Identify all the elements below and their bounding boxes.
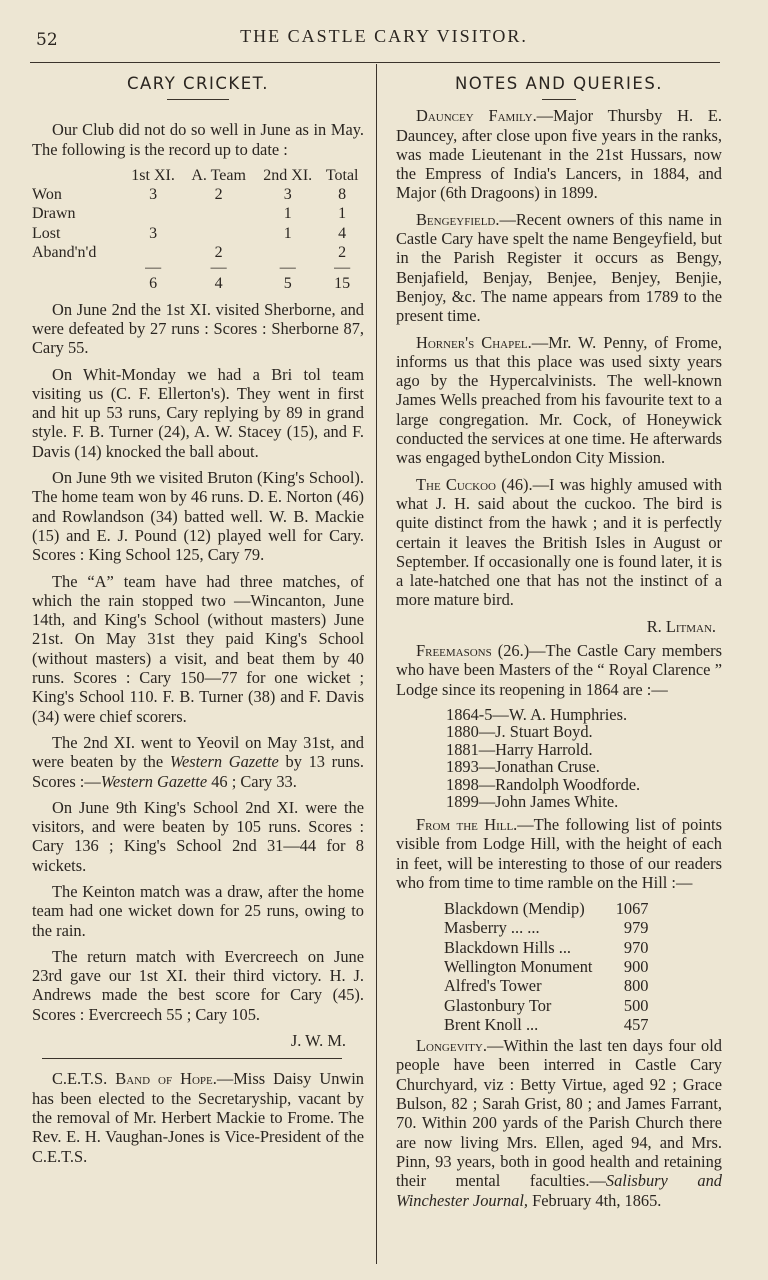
record-cell: 1: [283, 205, 292, 223]
record-cell: [124, 204, 182, 223]
record-row: [32, 243, 364, 262]
cricket-intro: Our Club did not do so well in June as in May. The following is the record up to date :: [32, 120, 364, 159]
text-run: —Within the last ten days four old people have been interred in Castle Cary Churchyard, viz : Betty Virtue, aged 92 ; Grace Bulson, 82 ; Sarah Grist, 80 ; and James Farrant, 70. Within 200 yards of the Parish Church there are now living Mrs. Ellen, aged 94, and Mrs. Pinn, 93 years, both in good health and retaining their mental faculties.—: [396, 1036, 722, 1191]
heights-table: [444, 899, 648, 1034]
section-lead: C.E.T.S. Band of Hope.: [52, 1069, 217, 1089]
table-row: [444, 938, 648, 957]
record-label: Won: [32, 186, 62, 204]
newspaper-name: Western Gazette: [100, 771, 208, 791]
note-signature: R. Litman.: [646, 616, 716, 636]
point-name: Masberry ... ...: [444, 918, 540, 938]
left-column: [32, 70, 364, 1173]
note-paragraph: [396, 1036, 722, 1210]
record-cell: 3: [283, 186, 292, 204]
table-row: [444, 918, 648, 937]
cricket-paragraph: The “A” team have had three matches, of which the rain stopped two —Wincanton, June 14th, and King's School (without masters) June 21st. On May 31st they paid King's School (without masters) a visit, and beat them by 40 runs. Scores : Cary 150—77 for one wicket ; King's School 110. F. B. Turner (38) and F. Davis (34) were chief scorers.: [32, 571, 364, 726]
cricket-paragraph: [32, 733, 364, 791]
record-row: [32, 224, 364, 243]
point-height: 979: [623, 918, 649, 938]
point-name: Blackdown (Mendip): [444, 899, 585, 919]
record-cell: 3: [149, 186, 158, 204]
header-rule: [30, 62, 720, 63]
note-lead: Longevity.: [416, 1036, 487, 1056]
list-item: 1881—Harry Harrold.: [446, 739, 593, 759]
text-run: (46).—I was highly amused with what J. H. said about the cuckoo. The bird is quite distinct from the hawk ; and it is perfectly certain it leaves the British Isles in August or September. If occasionally one is found later, it is a late-hatched one that has not the instinct of a more mature bird.: [396, 474, 722, 610]
record-cell: 4: [338, 224, 347, 242]
record-cell: 8: [338, 186, 347, 204]
journal-source: Salisbury and Winchester Journal,: [396, 1171, 722, 1210]
newspaper-name: Western Gazette: [169, 752, 279, 772]
note-paragraph: [396, 475, 722, 610]
note-lead: Horner's Chapel.: [416, 332, 532, 352]
record-label: [32, 274, 124, 293]
record-table: [32, 166, 364, 294]
text-run: by 13 runs. Scores :—: [32, 752, 365, 791]
cricket-paragraph: On June 9th King's School 2nd XI. were the visitors, and were beaten by 105 runs. Scores : Cary 136 ; King's School 2nd 31—44 for 8 wickets.: [32, 797, 364, 875]
cricket-paragraph: On June 9th we visited Bruton (King's School). The home team won by 46 runs. D. E. Norton (46) and Rowlandson (34) batted well. W. B. Mackie (15) and E. J. Pound (12) played well for Cary. Scores : King School 125, Cary 79.: [32, 468, 364, 565]
note-lead: From the Hill.: [416, 814, 518, 834]
text-run: —The following list of points visible from Lodge Hill, with the height of each in feet, will be interesting to those of our readers who from time to time ramble on the Hill :—: [396, 814, 722, 892]
band-of-hope-paragraph: [32, 1069, 364, 1165]
cricket-paragraph: The return match with Evercreech on June 23rd gave our 1st XI. their third victory. H. J. Andrews made the best score for Cary (45). Scores : Evercreech 55 ; Cary 105.: [32, 946, 364, 1024]
cricket-paragraph: On Whit-Monday we had a Bri tol team visiting us (C. F. Ellerton's). They went in first and hit up 53 runs, Cary replying by 89 in grand style. F. B. Turner (24), A. W. Stacey (15), and F. Davis (14) knocked the ball about.: [32, 364, 364, 461]
record-dash: —: [145, 259, 162, 277]
note-lead: The Cuckoo: [416, 474, 496, 494]
list-item: 1899—John James White.: [446, 792, 619, 812]
record-total: 4: [214, 275, 223, 293]
text-run: —Recent owners of this name in Castle Cary have spelt the name Bengeyfield, but in the Parish Register it occurs as Bengy, Benjafield, Benjay, Benjee, Benjey, Benjie, Benjoy, &c. The name appears from 1789 to the present time.: [396, 209, 722, 326]
record-row: [32, 204, 364, 223]
title-rule: [542, 99, 576, 100]
cricket-title: CARY CRICKET.: [126, 74, 270, 93]
record-dash-row: [32, 262, 364, 274]
cricket-paragraph: The Keinton match was a draw, after the home team had one wicket down for 25 runs, owing to the rain.: [32, 881, 364, 940]
record-total: 6: [149, 275, 158, 293]
right-column: [396, 70, 722, 1217]
point-height: 500: [623, 995, 649, 1015]
cricket-signature: J. W. M.: [290, 1031, 346, 1051]
list-item: 1880—J. Stuart Boyd.: [446, 722, 593, 742]
record-cell: 2: [214, 186, 223, 204]
record-dash: —: [334, 259, 351, 277]
record-total-row: [32, 274, 364, 293]
point-name: Alfred's Tower: [444, 976, 542, 996]
note-paragraph: [396, 333, 722, 468]
record-dash: —: [210, 259, 227, 277]
table-row: [444, 996, 648, 1015]
list-item: 1864-5—W. A. Humphries.: [446, 704, 628, 724]
record-label: Drawn: [32, 205, 76, 223]
note-lead: Dauncey Family.: [416, 106, 537, 126]
point-height: 1067: [615, 899, 649, 919]
record-cell: 1: [338, 205, 347, 223]
record-cell: 2: [214, 244, 223, 262]
list-item: 1898—Randolph Woodforde.: [446, 774, 641, 794]
point-height: 457: [623, 1014, 649, 1034]
table-row: [444, 899, 648, 918]
note-paragraph: [396, 815, 722, 892]
record-row: [32, 185, 364, 204]
column-divider: [376, 64, 377, 1264]
point-name: Blackdown Hills ...: [444, 937, 572, 957]
note-lead: Bengeyfield.: [416, 209, 500, 229]
record-header-cell: A. Team: [191, 166, 246, 184]
record-dash: —: [279, 259, 296, 277]
record-cell: 2: [338, 244, 347, 262]
point-name: Brent Knoll ...: [444, 1014, 539, 1034]
note-paragraph: [396, 641, 722, 699]
table-row: [444, 957, 648, 976]
journal-title: THE CASTLE CARY VISITOR.: [240, 26, 528, 46]
note-paragraph: [396, 106, 722, 202]
note-paragraph: [396, 210, 722, 326]
text-run: —Major Thursby H. E. Dauncey, after close upon five years in the ranks, was made Lieutenant in the 21st Hussars, now the Empress of India's Lancers, in 1884, and Major (6th Dragoons) in 1899.: [396, 106, 722, 203]
text-run: February 4th, 1865.: [528, 1190, 662, 1210]
record-cell: [182, 204, 255, 223]
list-item: 1893—Jonathan Cruse.: [446, 757, 600, 777]
record-header-cell: Total: [325, 166, 359, 184]
note-lead: Freemasons: [416, 641, 492, 661]
record-header-cell: [32, 166, 124, 185]
notes-title: NOTES AND QUERIES.: [454, 74, 664, 93]
text-run: —Miss Daisy Unwin has been elected to the Secretaryship, vacant by the removal of Mr. Herbert Mackie to Frome. The Rev. E. H. Vaughan-Jones is Vice-President of the C.E.T.S.: [32, 1069, 364, 1166]
point-height: 900: [623, 956, 649, 976]
point-height: 800: [623, 976, 649, 996]
section-rule: [42, 1058, 342, 1059]
record-cell: 3: [149, 224, 158, 242]
point-height: 970: [623, 937, 649, 957]
table-row: [444, 1015, 648, 1034]
record-cell: [182, 224, 255, 243]
record-total: 5: [283, 275, 292, 293]
text-run: (26.)—The Castle Cary members who have been Masters of the “ Royal Clarence ” Lodge since its reopening in 1864 are :—: [396, 641, 722, 699]
text-run: 46 ; Cary 33.: [207, 771, 297, 791]
title-rule: [167, 99, 229, 100]
record-header-cell: 2nd XI.: [263, 166, 313, 184]
masters-list: [396, 706, 722, 811]
running-head: [0, 24, 768, 54]
record-label: Aband'n'd: [32, 244, 97, 262]
cricket-paragraph: On June 2nd the 1st XI. visited Sherborne, and were defeated by 27 runs : Scores : Sherborne 87, Cary 55.: [32, 299, 364, 358]
table-row: [444, 976, 648, 995]
record-header-cell: 1st XI.: [131, 166, 175, 184]
record-label: Lost: [32, 224, 61, 242]
record-label: [32, 262, 124, 274]
point-name: Wellington Monument: [444, 956, 593, 976]
text-run: The 2nd XI. went to Yeovil on May 31st, and were beaten by the: [32, 732, 364, 772]
page-number: 52: [36, 30, 58, 50]
record-header-row: [32, 166, 364, 185]
record-total: 15: [334, 275, 351, 293]
record-cell: 1: [283, 224, 292, 242]
point-name: Glastonbury Tor: [444, 995, 552, 1015]
text-run: —Mr. W. Penny, of Frome, informs us that this place was used sixty years ago by the Hypercalvinists. The well-known James Wells preached from his favourite text to a large congregation. Mr. Cock, of Honeywick conducted the services at one time. He afterwards was engaged bytheLondon City Mission.: [396, 332, 723, 468]
